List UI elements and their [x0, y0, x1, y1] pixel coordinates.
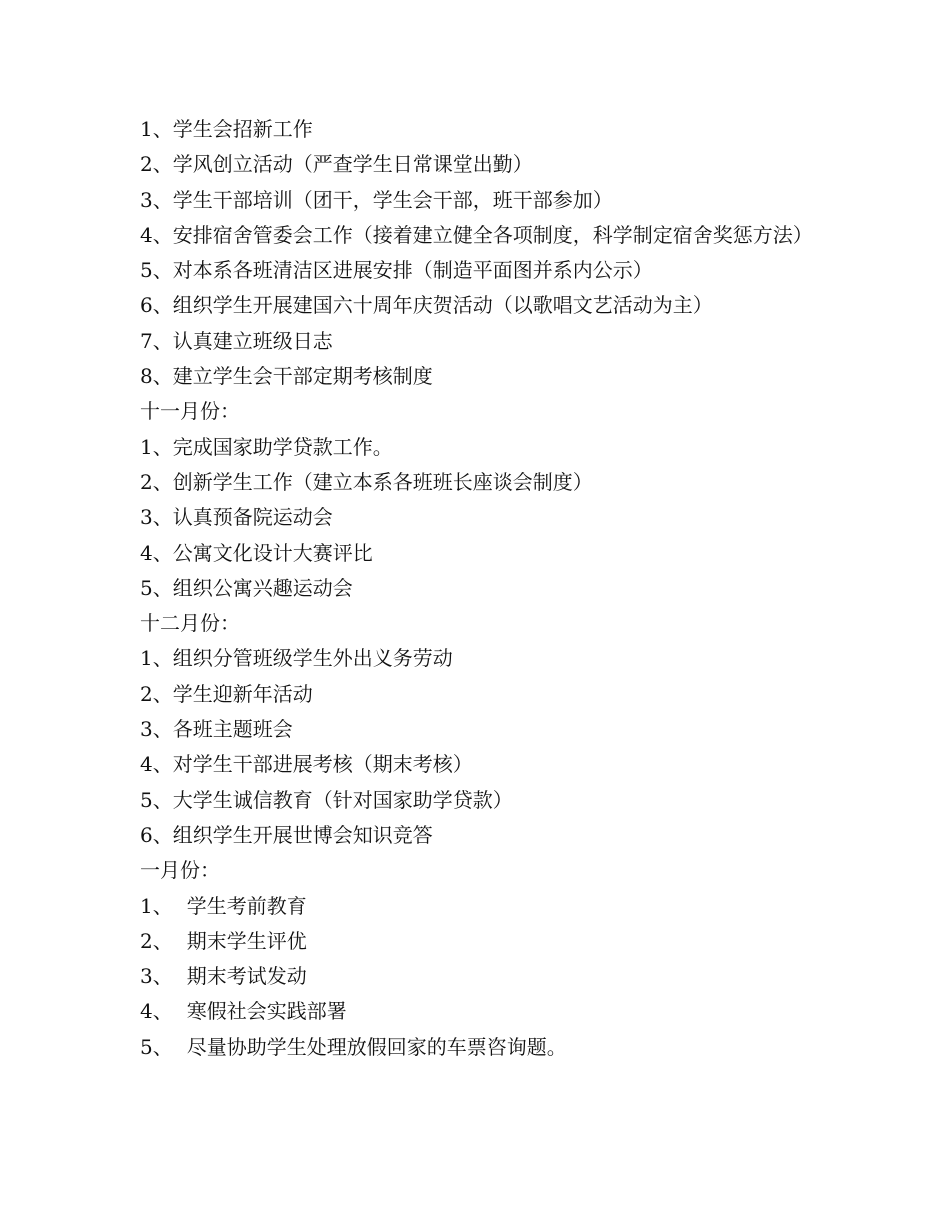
list-item: 7、认真建立班级日志	[140, 328, 333, 353]
section-heading-january: 一月份：	[140, 858, 220, 883]
list-item: 6、组织学生开展世博会知识竞答	[140, 822, 433, 847]
list-item: 4、安排宿舍管委会工作（接着建立健全各项制度，科学制定宿舍奖惩方法）	[140, 222, 813, 247]
list-item	[140, 889, 830, 924]
list-item	[140, 924, 830, 959]
list-item-number: 4、	[140, 999, 173, 1024]
list-item-text: 期末学生评优	[186, 928, 307, 953]
document-body	[140, 112, 830, 1065]
list-item	[140, 1030, 830, 1065]
list-item	[140, 994, 830, 1029]
section-heading-december: 十二月份：	[140, 611, 240, 636]
list-item-number: 5、	[140, 1034, 173, 1059]
list-item: 5、对本系各班清洁区进展安排（制造平面图并系内公示）	[140, 258, 653, 283]
list-item: 2、学生迎新年活动	[140, 681, 313, 706]
list-item: 2、创新学生工作（建立本系各班班长座谈会制度）	[140, 469, 593, 494]
list-item: 4、公寓文化设计大赛评比	[140, 540, 373, 565]
list-item-text: 尽量协助学生处理放假回家的车票咨询题。	[186, 1034, 567, 1059]
list-item-number: 1、	[140, 893, 173, 918]
list-item: 1、组织分管班级学生外出义务劳动	[140, 646, 453, 671]
list-item: 3、各班主题班会	[140, 717, 293, 742]
list-item: 1、完成国家助学贷款工作。	[140, 434, 393, 459]
list-item: 1、学生会招新工作	[140, 117, 313, 141]
list-item	[140, 959, 830, 994]
list-item-text: 期末考试发动	[186, 964, 307, 989]
list-item: 5、大学生诚信教育（针对国家助学贷款）	[140, 787, 513, 812]
list-item-number: 3、	[140, 964, 173, 989]
list-item: 4、对学生干部进展考核（期末考核）	[140, 752, 473, 777]
section-heading-november: 十一月份：	[140, 399, 240, 424]
list-item-number: 2、	[140, 928, 173, 953]
list-item-text: 学生考前教育	[186, 893, 307, 918]
list-item: 3、认真预备院运动会	[140, 505, 333, 530]
list-item-text: 寒假社会实践部署	[186, 999, 347, 1024]
list-item: 3、学生干部培训（团干，学生会干部，班干部参加）	[140, 187, 613, 212]
list-item: 8、建立学生会干部定期考核制度	[140, 364, 433, 389]
list-item: 5、组织公寓兴趣运动会	[140, 575, 353, 600]
list-item: 2、学风创立活动（严查学生日常课堂出勤）	[140, 152, 533, 177]
list-item: 6、组织学生开展建国六十周年庆贺活动（以歌唱文艺活动为主）	[140, 293, 713, 318]
